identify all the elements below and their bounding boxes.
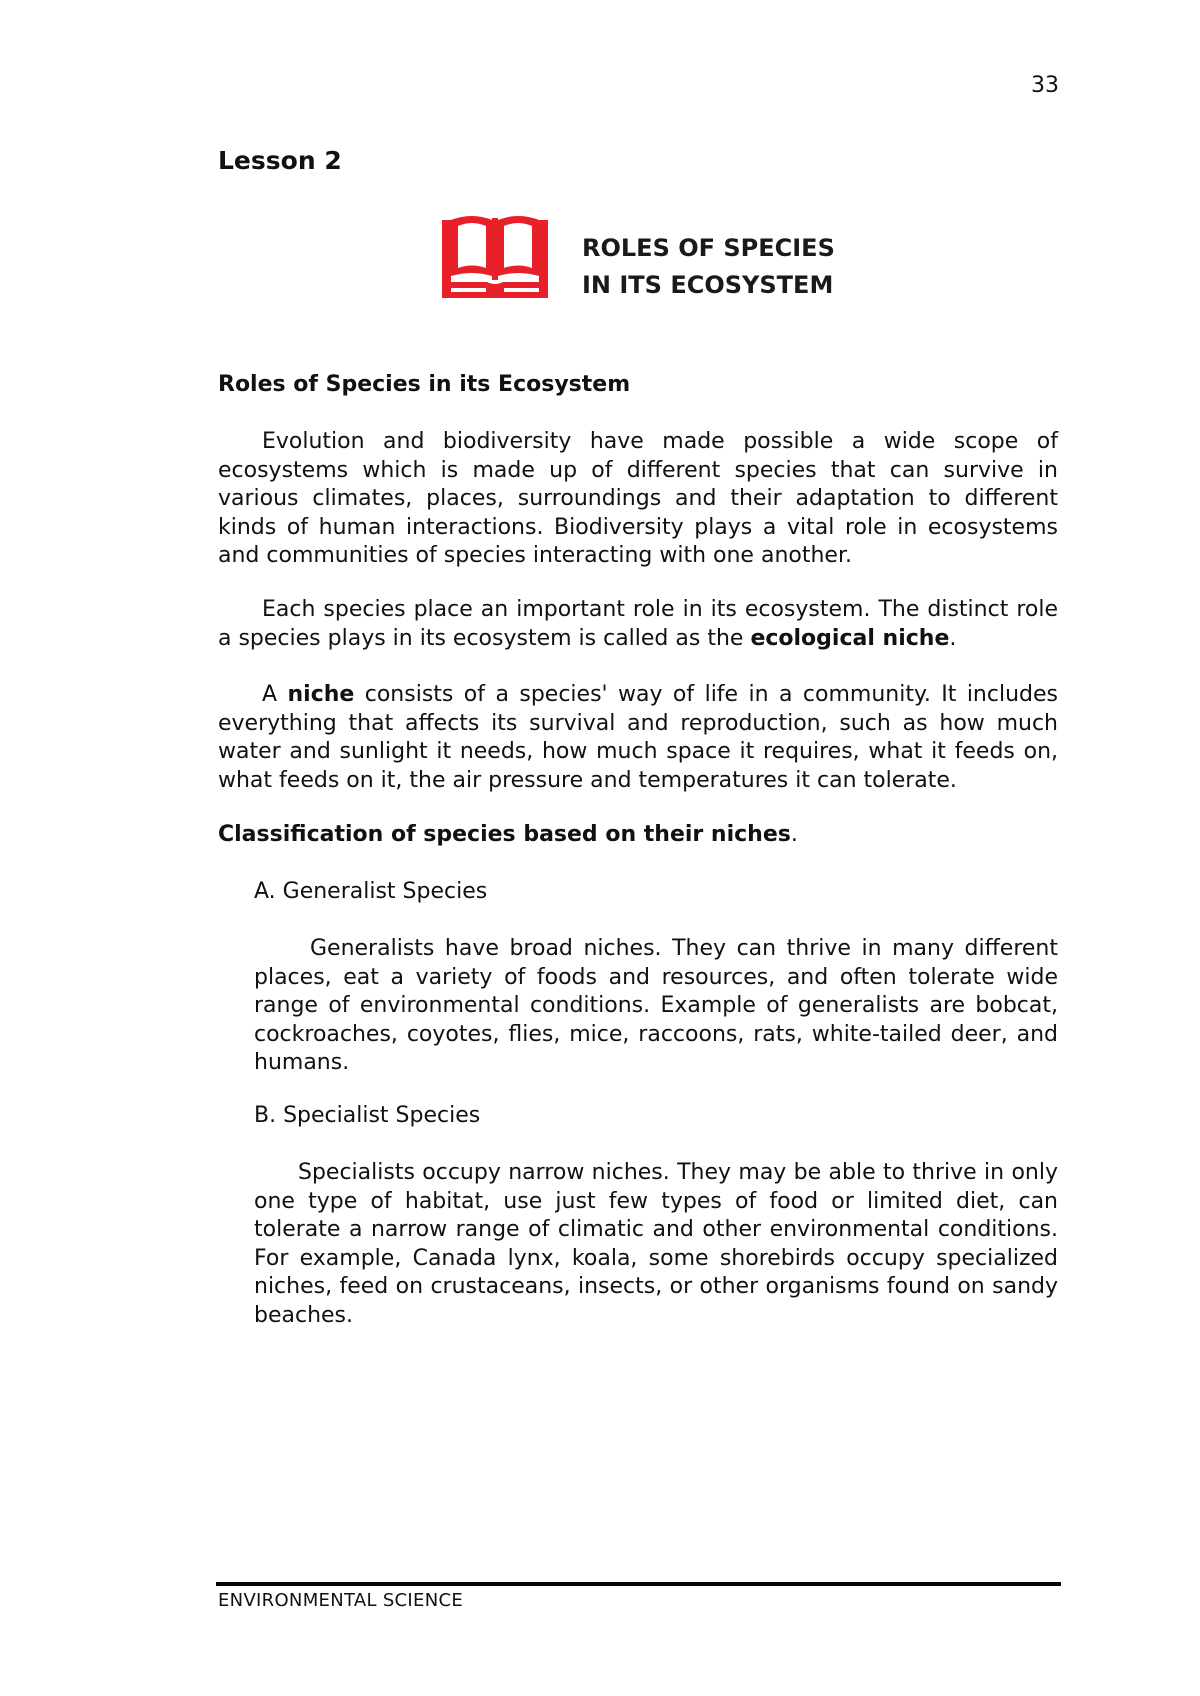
- classification-heading: [218, 822, 798, 847]
- book-icon-right-page: [498, 216, 539, 276]
- footer-rule: [216, 1582, 1061, 1586]
- paragraph-specialist-text: Specialists occupy narrow niches. They may be able to thrive in only one type of habitat, use just few types of food or limited diet, can tolerate a narrow range of climatic and other environmental conditions. For example, Canada lynx, koala, some shorebirds occupy specialized niches, feed on crustaceans, insects, or other organisms found on sandy beaches.: [254, 1160, 1058, 1328]
- paragraph-evolution: [218, 428, 1058, 571]
- p3-before: A: [262, 682, 288, 707]
- item-specialist-label: B. Specialist Species: [254, 1103, 481, 1128]
- classification-heading-text: Classification of species based on their niches: [218, 822, 791, 847]
- paragraph-niche: [218, 681, 1058, 795]
- lesson-banner-title: [582, 230, 835, 304]
- page-number: 33: [1031, 73, 1059, 98]
- footer-label: ENVIRONMENTAL SCIENCE: [218, 1590, 464, 1611]
- paragraph-generalist: [254, 935, 1058, 1078]
- book-icon-base: [442, 282, 548, 298]
- book-icon-spine: [492, 218, 498, 280]
- term-niche: niche: [287, 682, 355, 707]
- classification-heading-period: .: [790, 822, 798, 847]
- item-generalist-label: A. Generalist Species: [254, 879, 488, 904]
- p2-before: Each species place an important role in its ecosystem. The distinct role a species plays in its ecosystem is called as the: [218, 597, 1058, 651]
- term-ecological-niche: ecological niche: [750, 625, 950, 651]
- banner-line-2: IN ITS ECOSYSTEM: [582, 271, 834, 299]
- paragraph-specialist: [254, 1159, 1058, 1330]
- paragraph-generalist-text: Generalists have broad niches. They can thrive in many different places, eat a variety of foods and resources, and often tolerate wide range of environmental conditions. Example of generalists are bobcat, cockroaches, coyotes, flies, mice, raccoons, rats, white-tailed deer, and humans.: [254, 936, 1058, 1075]
- p2-after: .: [949, 625, 957, 651]
- lesson-label: Lesson 2: [218, 146, 342, 175]
- section-heading: Roles of Species in its Ecosystem: [218, 372, 631, 397]
- book-icon-left-page: [451, 216, 492, 276]
- book-icon: [442, 212, 548, 298]
- p3-after: consists of a species' way of life in a community. It includes everything that affects its survival and reproduction, such as how much water and sunlight it needs, how much space it requires, what it feeds on, what feeds on it, the air pressure and temperatures it can tolerate.: [218, 682, 1058, 793]
- paragraph-ecological-niche: [218, 596, 1058, 653]
- paragraph-evolution-text: Evolution and biodiversity have made possible a wide scope of ecosystems which is made up of different species that can survive in various climates, places, surroundings and their adaptation to different kinds of human interactions. Biodiversity plays a vital role in ecosystems and communities of species interacting with one another.: [218, 429, 1058, 568]
- banner-line-1: ROLES OF SPECIES: [582, 234, 835, 262]
